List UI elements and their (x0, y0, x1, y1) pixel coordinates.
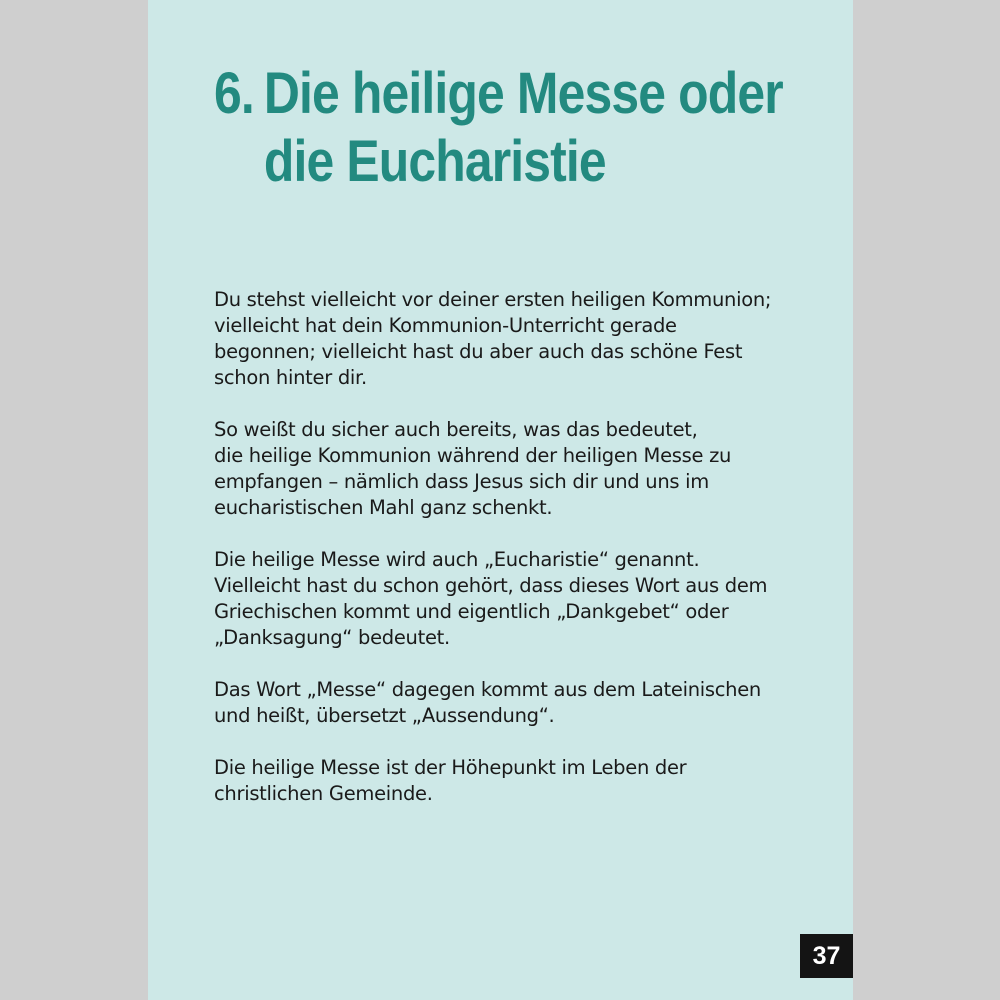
chapter-title-line-1 (214, 61, 783, 126)
paragraph: So weißt du sicher auch bereits, was das bedeutet, die heilige Kommunion während der heiligen Messe zu empfangen – nämlich dass Jesus sich dir und uns im eucharistischen Mahl ganz schenkt. (214, 418, 732, 519)
body-text (214, 287, 814, 833)
chapter-title-line-2: die Eucharistie (263, 129, 606, 194)
paragraph: Die heilige Messe ist der Höhepunkt im Leben der christlichen Gemeinde. (214, 756, 687, 805)
chapter-number: 6. (214, 61, 254, 126)
paragraph: Die heilige Messe wird auch „Eucharistie“ genannt. Vielleicht hast du schon gehört, dass dieses Wort aus dem Griechischen kommt und eigentlich „Dankgebet“ oder „Danksagung“ bedeutet. (214, 548, 768, 649)
paragraph: Das Wort „Messe“ dagegen kommt aus dem Lateinischen und heißt, übersetzt „Aussendung“. (214, 678, 761, 727)
page-number: 37 (800, 934, 853, 978)
chapter-title (214, 60, 783, 196)
book-page (148, 0, 853, 1000)
paragraph: Du stehst vielleicht vor deiner ersten heiligen Kommunion; vielleicht hat dein Kommunion-Unterricht gerade begonnen; vielleicht hast du aber auch das schöne Fest schon hinter dir. (214, 288, 772, 389)
chapter-title-text-1: Die heilige Messe oder (263, 61, 783, 126)
